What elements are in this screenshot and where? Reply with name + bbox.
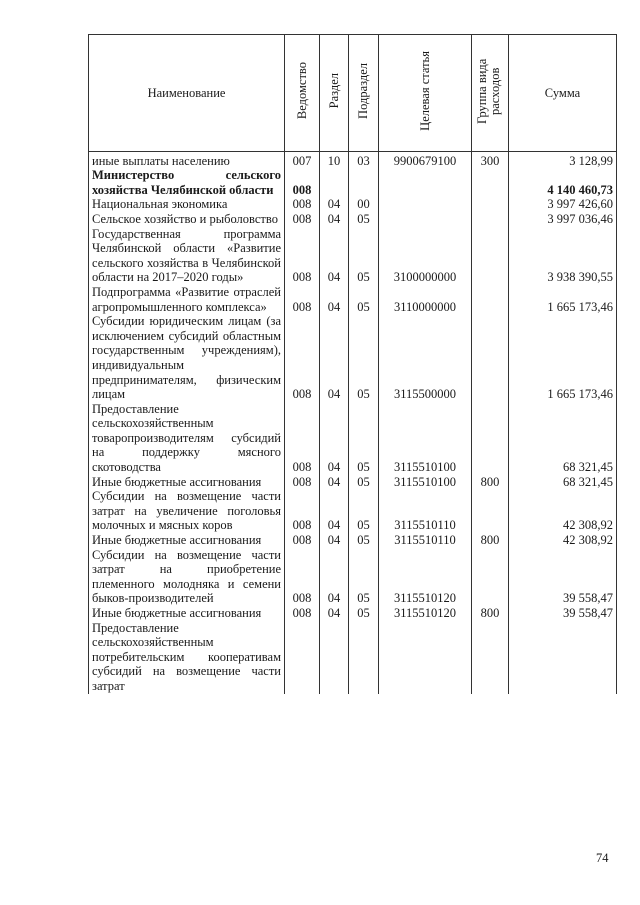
row-name: Предоставление сельскохозяйственным товаропроизводителям субсидий на поддержку мясного скотоводства [89,402,285,475]
row-subsection: 05 [349,285,379,314]
row-target-article [379,212,472,227]
page-number: 74 [596,851,609,865]
row-target-article: 3115510120 [379,606,472,621]
row-section [320,168,349,197]
row-section: 04 [320,227,349,285]
row-target-article [379,197,472,212]
table-row [89,314,617,402]
row-target-article: 3115510120 [379,548,472,606]
row-expense-group [472,212,509,227]
table-row [89,475,617,490]
row-name: Субсидии юридическим лицам (за исключением субсидий областным государственным учреждениям), индивидуальным предпринимателям, физическим лицам [89,314,285,402]
row-subsection: 05 [349,489,379,533]
row-name: Сельское хозяйство и рыболовство [89,212,285,227]
row-name: Иные бюджетные ассигнования [89,606,285,621]
row-subsection: 05 [349,227,379,285]
budget-table [88,34,617,694]
budget-table-sheet [88,34,616,694]
row-expense-group [472,621,509,694]
row-target-article: 3100000000 [379,227,472,285]
row-expense-group [472,285,509,314]
row-expense-group [472,402,509,475]
row-target-article: 3115510100 [379,475,472,490]
row-name: Предоставление сельскохозяйственным потребительским кооперативам субсидий на возмещение части затрат [89,621,285,694]
table-row [89,197,617,212]
row-target-article: 3110000000 [379,285,472,314]
row-amount [509,621,617,694]
row-section: 04 [320,548,349,606]
row-ministry: 008 [285,402,320,475]
row-section: 10 [320,151,349,168]
header-section: Раздел [320,35,349,152]
row-ministry: 008 [285,168,320,197]
row-ministry: 008 [285,606,320,621]
row-expense-group: 800 [472,475,509,490]
table-row [89,621,617,694]
row-ministry: 008 [285,197,320,212]
header-subsection: Подраздел [349,35,379,152]
row-amount: 1 665 173,46 [509,314,617,402]
table-row [89,548,617,606]
header-target-article: Целевая статья [379,35,472,152]
table-row [89,489,617,533]
row-expense-group: 300 [472,151,509,168]
row-section: 04 [320,475,349,490]
header-ministry: Ведомство [285,35,320,152]
table-row [89,402,617,475]
table-header-row [89,35,617,152]
row-ministry: 008 [285,489,320,533]
row-expense-group [472,227,509,285]
row-expense-group [472,489,509,533]
row-expense-group: 800 [472,606,509,621]
row-ministry: 008 [285,548,320,606]
row-name: Национальная экономика [89,197,285,212]
row-amount: 42 308,92 [509,489,617,533]
row-subsection: 03 [349,151,379,168]
row-subsection: 05 [349,533,379,548]
row-name: Министерство сельского хозяйства Челябинской области [89,168,285,197]
row-ministry [285,621,320,694]
row-section: 04 [320,314,349,402]
row-section [320,621,349,694]
row-amount: 3 128,99 [509,151,617,168]
header-amount: Сумма [509,35,617,152]
table-row [89,606,617,621]
row-section: 04 [320,489,349,533]
header-name: Наименование [89,35,285,152]
row-amount: 68 321,45 [509,475,617,490]
row-section: 04 [320,533,349,548]
row-subsection: 00 [349,197,379,212]
table-row [89,151,617,168]
row-name: Субсидии на возмещение части затрат на приобретение племенного молодняка и семени быков-производителей [89,548,285,606]
row-name: Государственная программа Челябинской области «Развитие сельского хозяйства в Челябинской области на 2017–2020 годы» [89,227,285,285]
row-amount: 39 558,47 [509,606,617,621]
row-name: Иные бюджетные ассигнования [89,533,285,548]
row-ministry: 008 [285,314,320,402]
row-amount: 4 140 460,73 [509,168,617,197]
row-ministry: 008 [285,475,320,490]
row-name: иные выплаты населению [89,151,285,168]
row-section: 04 [320,285,349,314]
row-subsection: 05 [349,212,379,227]
row-target-article: 3115510100 [379,402,472,475]
row-ministry: 008 [285,227,320,285]
row-section: 04 [320,197,349,212]
row-target-article: 3115500000 [379,314,472,402]
row-ministry: 008 [285,212,320,227]
row-subsection: 05 [349,402,379,475]
row-target-article: 3115510110 [379,533,472,548]
row-expense-group [472,548,509,606]
row-amount: 1 665 173,46 [509,285,617,314]
row-target-article [379,168,472,197]
row-section: 04 [320,212,349,227]
row-subsection: 05 [349,314,379,402]
row-amount: 42 308,92 [509,533,617,548]
row-amount: 3 997 036,46 [509,212,617,227]
row-target-article: 3115510110 [379,489,472,533]
row-subsection [349,621,379,694]
row-expense-group [472,197,509,212]
table-row [89,285,617,314]
row-amount: 3 997 426,60 [509,197,617,212]
row-expense-group: 800 [472,533,509,548]
table-row [89,227,617,285]
row-expense-group [472,314,509,402]
row-target-article: 9900679100 [379,151,472,168]
row-ministry: 007 [285,151,320,168]
row-subsection [349,168,379,197]
row-subsection: 05 [349,606,379,621]
row-subsection: 05 [349,548,379,606]
row-amount: 3 938 390,55 [509,227,617,285]
row-ministry: 008 [285,533,320,548]
row-subsection: 05 [349,475,379,490]
row-name: Субсидии на возмещение части затрат на увеличение поголовья молочных и мясных коров [89,489,285,533]
row-amount: 39 558,47 [509,548,617,606]
row-amount: 68 321,45 [509,402,617,475]
row-expense-group [472,168,509,197]
row-section: 04 [320,606,349,621]
row-target-article [379,621,472,694]
row-ministry: 008 [285,285,320,314]
table-row [89,533,617,548]
row-name: Подпрограмма «Развитие отраслей агропромышленного комплекса» [89,285,285,314]
header-expense-group: Группа вида расходов [472,35,509,152]
table-row [89,212,617,227]
table-row [89,168,617,197]
row-name: Иные бюджетные ассигнования [89,475,285,490]
row-section: 04 [320,402,349,475]
